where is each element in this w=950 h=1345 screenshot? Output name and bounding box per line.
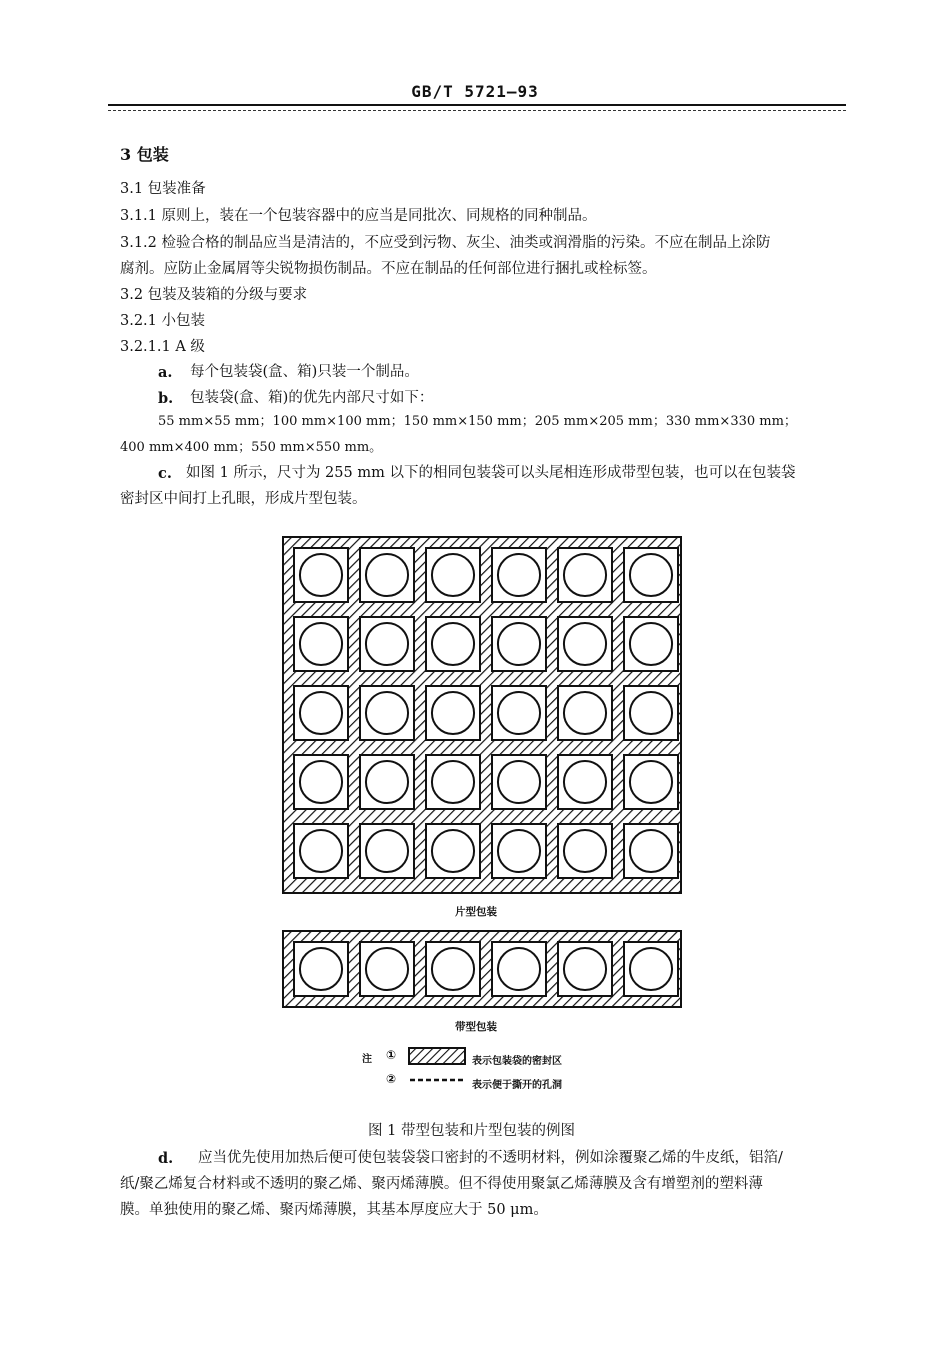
note1-text: 表示包装袋的密封区 [472, 1056, 562, 1067]
package-bag [360, 617, 414, 671]
strip-package-caption: 带型包装 [455, 1021, 497, 1033]
package-bag [426, 942, 480, 996]
note1-number: ① [386, 1048, 397, 1062]
package-bag [360, 755, 414, 809]
package-bag [492, 548, 546, 602]
package-bag [492, 686, 546, 740]
section-3-1-2-line1: 3.1.2 检验合格的制品应当是清洁的，不应受到污物、灰尘、油类或润滑脂的污染。不应在制品上涂防 [120, 235, 771, 251]
item-d-line2: 纸/聚乙烯复合材料或不透明的聚乙烯、聚丙烯薄膜。但不得使用聚氯乙烯薄膜及含有增塑剂的塑料薄 [120, 1176, 763, 1192]
package-bag [492, 942, 546, 996]
section-3-heading: 3 包装 [120, 145, 169, 164]
section-3-2-heading: 3.2 包装及装箱的分级与要求 [120, 287, 308, 303]
note-label: 注 [362, 1054, 372, 1065]
item-a-text: 每个包装袋(盒、箱)只装一个制品。 [190, 364, 419, 380]
header-rule-dashed [108, 110, 846, 111]
package-bag [624, 548, 678, 602]
item-b-label: b. [158, 390, 174, 407]
header-rule [108, 104, 846, 106]
package-bag [492, 617, 546, 671]
item-d-line1: 应当优先使用加热后便可使包装袋袋口密封的不透明材料，例如涂覆聚乙烯的牛皮纸，铝箔/ [198, 1150, 783, 1166]
item-d-line3: 膜。单独使用的聚乙烯、聚丙烯薄膜，其基本厚度应大于 50 μm。 [120, 1202, 548, 1218]
sheet-package-figure [282, 536, 688, 898]
package-bag [624, 824, 678, 878]
package-bag [558, 942, 612, 996]
item-d-label: d. [158, 1150, 174, 1167]
package-bag [360, 548, 414, 602]
dimensions-line2: 400 mm×400 mm；550 mm×550 mm。 [120, 440, 383, 455]
package-bag [558, 548, 612, 602]
package-bag [558, 824, 612, 878]
note2-number: ② [386, 1072, 397, 1086]
package-bag [558, 617, 612, 671]
package-bag [426, 548, 480, 602]
package-bag [558, 686, 612, 740]
package-bag [294, 548, 348, 602]
package-bag [360, 824, 414, 878]
tear-hole-legend-line [410, 1075, 466, 1085]
seal-area-legend-swatch [408, 1047, 466, 1065]
package-bag [492, 824, 546, 878]
section-3-1-heading: 3.1 包装准备 [120, 181, 206, 197]
section-3-2-1-heading: 3.2.1 小包装 [120, 313, 206, 329]
package-bag [558, 755, 612, 809]
section-3-2-1-1-heading: 3.2.1.1 A 级 [120, 339, 205, 355]
dimensions-line1: 55 mm×55 mm；100 mm×100 mm；150 mm×150 mm；205 mm×205 mm；330 mm×330 mm； [158, 414, 797, 429]
package-bag [624, 686, 678, 740]
package-bag [294, 686, 348, 740]
package-bag [294, 942, 348, 996]
package-bag [360, 686, 414, 740]
package-bag [426, 755, 480, 809]
figure-title: 图 1 带型包装和片型包装的例图 [368, 1123, 575, 1139]
item-b-text: 包装袋(盒、箱)的优先内部尺寸如下： [190, 390, 434, 406]
note2-text: 表示便于撕开的孔洞 [472, 1080, 562, 1091]
item-c-line1: 如图 1 所示，尺寸为 255 mm 以下的相同包装袋可以头尾相连形成带型包装，也可以在包装袋 [186, 465, 796, 481]
package-bag [360, 942, 414, 996]
package-bag [492, 755, 546, 809]
item-c-line2: 密封区中间打上孔眼，形成片型包装。 [120, 491, 367, 507]
package-bag [294, 824, 348, 878]
section-3-1-2-line2: 腐剂。应防止金属屑等尖锐物损伤制品。不应在制品的任何部位进行捆扎或栓标签。 [120, 261, 657, 277]
package-bag [426, 617, 480, 671]
package-bag [624, 755, 678, 809]
package-bag [426, 686, 480, 740]
item-c-label: c. [158, 465, 172, 482]
package-bag [426, 824, 480, 878]
item-a-label: a. [158, 364, 173, 381]
section-3-1-1-text: 3.1.1 原则上，装在一个包装容器中的应当是同批次、同规格的同种制品。 [120, 208, 597, 224]
sheet-package-caption: 片型包装 [455, 906, 497, 918]
strip-package-figure [282, 930, 688, 1010]
package-bag [294, 755, 348, 809]
package-bag [294, 617, 348, 671]
package-bag [624, 617, 678, 671]
standard-code: GB/T 5721—93 [411, 82, 539, 101]
package-bag [624, 942, 678, 996]
